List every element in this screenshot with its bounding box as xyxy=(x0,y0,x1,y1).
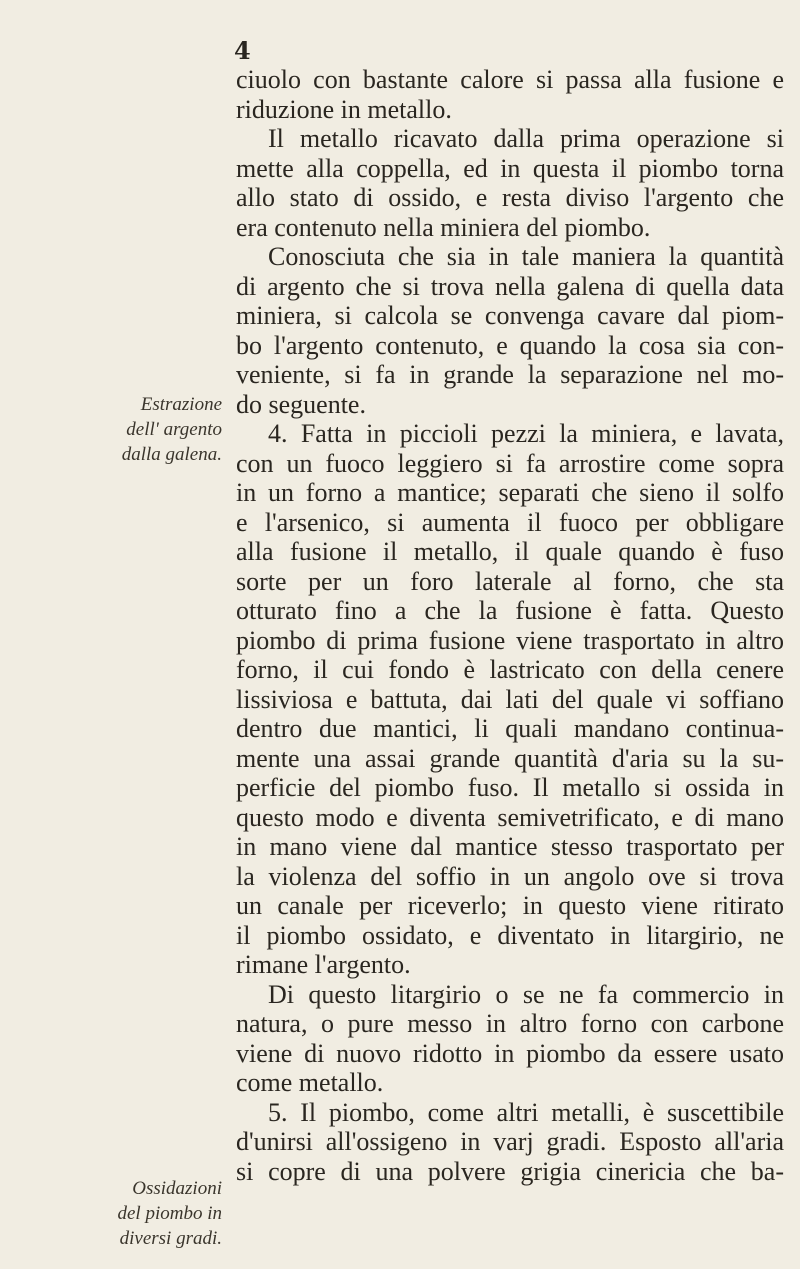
margin-note-line: Ossidazioni xyxy=(132,1178,222,1199)
margin-note-line: del piombo in xyxy=(117,1203,222,1224)
text-line: lissiviosa e battuta, dai lati del quale vi soffiano xyxy=(236,684,784,714)
text-line: Conosciuta che sia in tale maniera la quantità xyxy=(268,242,784,271)
text-line: questo modo e diventa semivetrificato, e di mano xyxy=(236,802,784,832)
text-line: veniente, si fa in grande la separazione nel mo- xyxy=(236,360,784,389)
text-line: come metallo. xyxy=(236,1068,384,1097)
text-line: mette alla coppella, ed in questa il piombo torna xyxy=(236,153,784,183)
text-line: piombo di prima fusione viene trasportato in altro xyxy=(236,625,784,655)
margin-note-line: dell' argento xyxy=(126,419,222,440)
margin-note-ossidazioni xyxy=(22,1176,222,1251)
text-line: Il metallo ricavato dalla prima operazione si xyxy=(268,124,784,153)
text-line: si copre di una polvere grigia cinericia che ba- xyxy=(236,1156,784,1186)
margin-note-estrazione xyxy=(22,392,222,467)
text-line: 4. Fatta in piccioli pezzi la miniera, e lavata, xyxy=(268,419,784,448)
main-text xyxy=(236,65,784,1186)
text-line: di argento che si trova nella galena di quella data xyxy=(236,271,784,301)
text-line: rimane l'argento. xyxy=(236,950,411,979)
text-line: era contenuto nella miniera del piombo. xyxy=(236,212,651,242)
text-line: Di questo litargirio o se ne fa commercio in xyxy=(268,979,784,1009)
text-line: in mano viene dal mantice stesso trasportato per xyxy=(236,832,784,861)
margin-note-line: dalla galena. xyxy=(121,444,222,465)
text-line: mente una assai grande quantità d'aria su la su- xyxy=(236,743,784,773)
text-line: natura, o pure messo in altro forno con carbone xyxy=(236,1009,784,1038)
text-line: alla fusione il metallo, il quale quando è fuso xyxy=(236,537,784,566)
text-line: viene di nuovo ridotto in piombo da essere usato xyxy=(236,1038,784,1068)
text-line: bo l'argento contenuto, e quando la cosa sia con- xyxy=(236,330,784,360)
page-number: 4 xyxy=(234,36,251,65)
text-line: il piombo ossidato, e diventato in litargirio, ne xyxy=(236,920,784,950)
text-line: 5. Il piombo, come altri metalli, è suscettibile xyxy=(268,1097,784,1127)
text-line: la violenza del soffio in un angolo ove si trova xyxy=(236,861,784,891)
text-line: perficie del piombo fuso. Il metallo si ossida in xyxy=(236,773,784,802)
text-line: do seguente. xyxy=(236,389,366,419)
text-line: sorte per un foro laterale al forno, che sta xyxy=(236,566,784,596)
text-line: ciuolo con bastante calore si passa alla fusione e xyxy=(236,65,784,94)
text-line: e l'arsenico, si aumenta il fuoco per obbligare xyxy=(236,507,784,537)
text-line: allo stato di ossido, e resta diviso l'argento che xyxy=(236,183,784,212)
text-line: otturato fino a che la fusione è fatta. Questo xyxy=(236,596,784,625)
text-line: forno, il cui fondo è lastricato con della cenere xyxy=(236,655,784,684)
text-line: riduzione in metallo. xyxy=(236,94,452,124)
text-line: dentro due mantici, li quali mandano continua- xyxy=(236,714,784,743)
margin-note-line: Estrazione xyxy=(140,394,222,415)
text-line: con un fuoco leggiero si fa arrostire come sopra xyxy=(236,448,784,478)
text-line: d'unirsi all'ossigeno in varj gradi. Esposto all'aria xyxy=(236,1127,784,1156)
text-line: un canale per riceverlo; in questo viene ritirato xyxy=(236,891,784,920)
text-line: miniera, si calcola se convenga cavare dal piom- xyxy=(236,301,784,330)
margin-note-line: diversi gradi. xyxy=(119,1228,222,1249)
text-line: in un forno a mantice; separati che sieno il solfo xyxy=(236,478,784,507)
